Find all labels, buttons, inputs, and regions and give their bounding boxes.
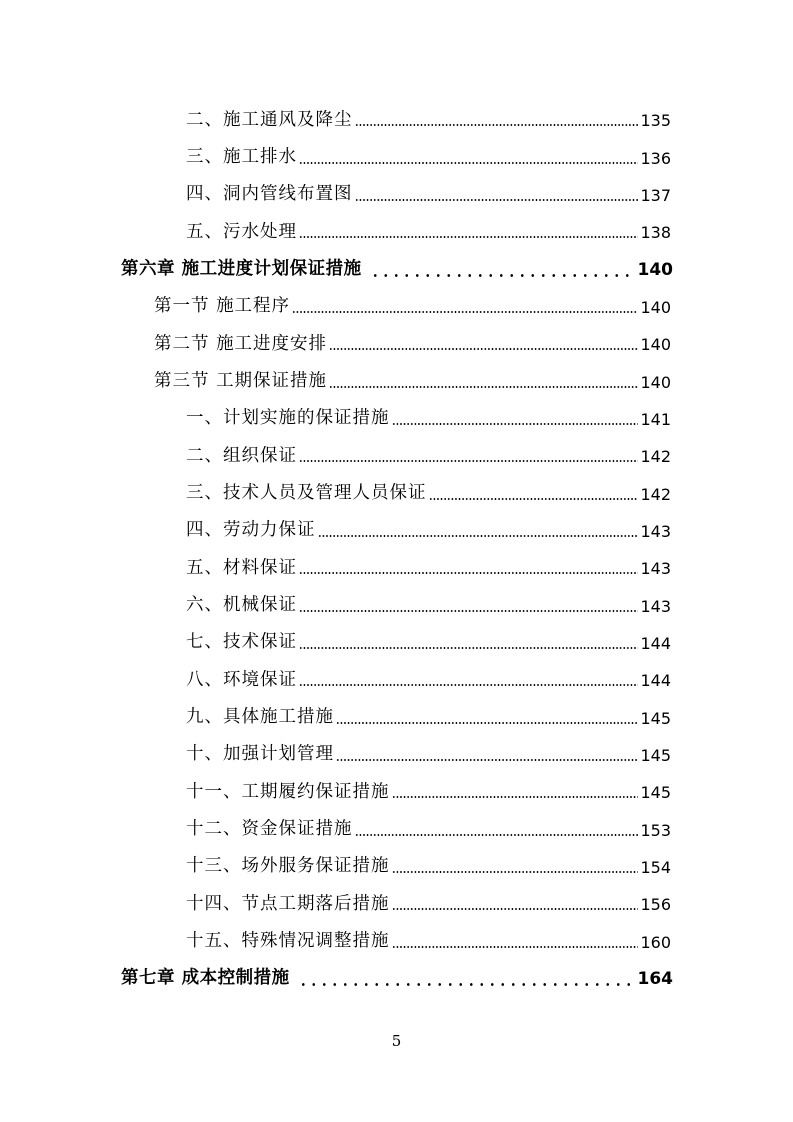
toc-entry[interactable] — [0, 773, 793, 810]
toc-entry[interactable] — [0, 176, 793, 213]
toc-entry-page: 145 — [640, 708, 671, 728]
toc-entry-page: 144 — [640, 633, 671, 653]
toc-entry[interactable] — [0, 624, 793, 661]
toc-leader-dots — [298, 983, 630, 986]
toc-entry-title: 六、机械保证 — [186, 595, 297, 616]
toc-entry-page: 143 — [640, 521, 671, 541]
toc-chapter-entry[interactable] — [0, 960, 793, 997]
toc-entry[interactable] — [0, 698, 793, 735]
toc-chapter-title: 第七章 成本控制措施 — [121, 968, 290, 989]
toc-chapter-title: 第六章 施工进度计划保证措施 — [121, 259, 362, 280]
toc-entry-title: 五、材料保证 — [186, 557, 297, 578]
toc-entry[interactable] — [0, 512, 793, 549]
toc-leader-dots — [299, 684, 638, 686]
toc-section-title: 第一节 施工程序 — [154, 296, 291, 317]
toc-leader-dots — [429, 498, 639, 500]
toc-leader-dots — [299, 460, 638, 462]
toc-leader-dots — [336, 722, 638, 724]
toc-entry-title: 七、技术保证 — [186, 632, 297, 653]
toc-entry-title: 十五、特殊情况调整措施 — [186, 931, 390, 952]
toc-leader-dots — [392, 946, 639, 948]
toc-section-page: 140 — [640, 335, 671, 355]
toc-entry-page: 142 — [640, 447, 671, 467]
toc-entry-title: 一、计划实施的保证措施 — [186, 408, 390, 429]
toc-section-entry[interactable] — [0, 288, 793, 325]
toc-entry[interactable] — [0, 549, 793, 586]
table-of-contents — [0, 101, 793, 997]
toc-leader-dots — [336, 759, 638, 761]
toc-entry-page: 145 — [640, 745, 671, 765]
toc-entry-page: 154 — [640, 857, 671, 877]
toc-entry-title: 十四、节点工期落后措施 — [186, 893, 390, 914]
toc-leader-dots — [392, 908, 639, 910]
toc-section-title: 第二节 施工进度安排 — [154, 333, 328, 354]
toc-entry[interactable] — [0, 213, 793, 250]
toc-leader-dots — [355, 124, 639, 126]
toc-entry-page: 156 — [640, 895, 671, 915]
toc-leader-dots — [355, 834, 639, 836]
toc-entry-title: 三、技术人员及管理人员保证 — [186, 483, 427, 504]
toc-entry[interactable] — [0, 922, 793, 959]
toc-section-page: 140 — [640, 297, 671, 317]
toc-leader-dots — [370, 274, 630, 277]
toc-entry[interactable] — [0, 885, 793, 922]
toc-entry-page: 145 — [640, 783, 671, 803]
toc-leader-dots — [299, 647, 638, 649]
toc-leader-dots — [355, 199, 639, 201]
toc-entry[interactable] — [0, 101, 793, 138]
toc-entry[interactable] — [0, 848, 793, 885]
toc-chapter-entry[interactable] — [0, 250, 793, 287]
toc-entry-page: 142 — [640, 484, 671, 504]
toc-leader-dots — [392, 796, 639, 798]
toc-section-entry[interactable] — [0, 362, 793, 399]
toc-entry-title: 三、施工排水 — [186, 147, 297, 168]
toc-section-page: 140 — [640, 372, 671, 392]
toc-entry-title: 九、具体施工措施 — [186, 707, 334, 728]
toc-entry-title: 四、洞内管线布置图 — [186, 184, 353, 205]
toc-leader-dots — [292, 311, 638, 313]
toc-leader-dots — [299, 236, 638, 238]
toc-leader-dots — [318, 535, 639, 537]
toc-entry-title: 四、劳动力保证 — [186, 520, 316, 541]
toc-entry[interactable] — [0, 138, 793, 175]
toc-entry-title: 十、加强计划管理 — [186, 744, 334, 765]
toc-leader-dots — [329, 348, 638, 350]
toc-leader-dots — [392, 871, 639, 873]
toc-entry-page: 138 — [640, 223, 671, 243]
toc-leader-dots — [299, 162, 638, 164]
toc-entry[interactable] — [0, 810, 793, 847]
toc-chapter-page: 164 — [637, 968, 673, 989]
toc-entry[interactable] — [0, 736, 793, 773]
toc-entry[interactable] — [0, 661, 793, 698]
toc-entry-page: 160 — [640, 932, 671, 952]
toc-entry-page: 144 — [640, 671, 671, 691]
toc-entry-page: 153 — [640, 820, 671, 840]
toc-entry-title: 二、组织保证 — [186, 445, 297, 466]
toc-entry-page: 143 — [640, 596, 671, 616]
toc-section-entry[interactable] — [0, 325, 793, 362]
toc-chapter-page: 140 — [637, 259, 673, 280]
toc-entry[interactable] — [0, 586, 793, 623]
toc-entry[interactable] — [0, 400, 793, 437]
toc-leader-dots — [299, 572, 638, 574]
toc-entry-page: 137 — [640, 185, 671, 205]
toc-entry-title: 五、污水处理 — [186, 221, 297, 242]
toc-entry-title: 十一、工期履约保证措施 — [186, 781, 390, 802]
toc-entry[interactable] — [0, 474, 793, 511]
toc-entry-page: 136 — [640, 148, 671, 168]
toc-entry[interactable] — [0, 437, 793, 474]
toc-entry-title: 十三、场外服务保证措施 — [186, 856, 390, 877]
toc-entry-page: 141 — [640, 409, 671, 429]
toc-entry-title: 八、环境保证 — [186, 669, 297, 690]
toc-leader-dots — [392, 423, 639, 425]
toc-entry-title: 十二、资金保证措施 — [186, 819, 353, 840]
toc-entry-page: 143 — [640, 559, 671, 579]
toc-entry-page: 135 — [640, 111, 671, 131]
toc-leader-dots — [299, 610, 638, 612]
toc-entry-title: 二、施工通风及降尘 — [186, 109, 353, 130]
toc-leader-dots — [329, 386, 638, 388]
page-number: 5 — [391, 1032, 402, 1050]
toc-section-title: 第三节 工期保证措施 — [154, 371, 328, 392]
